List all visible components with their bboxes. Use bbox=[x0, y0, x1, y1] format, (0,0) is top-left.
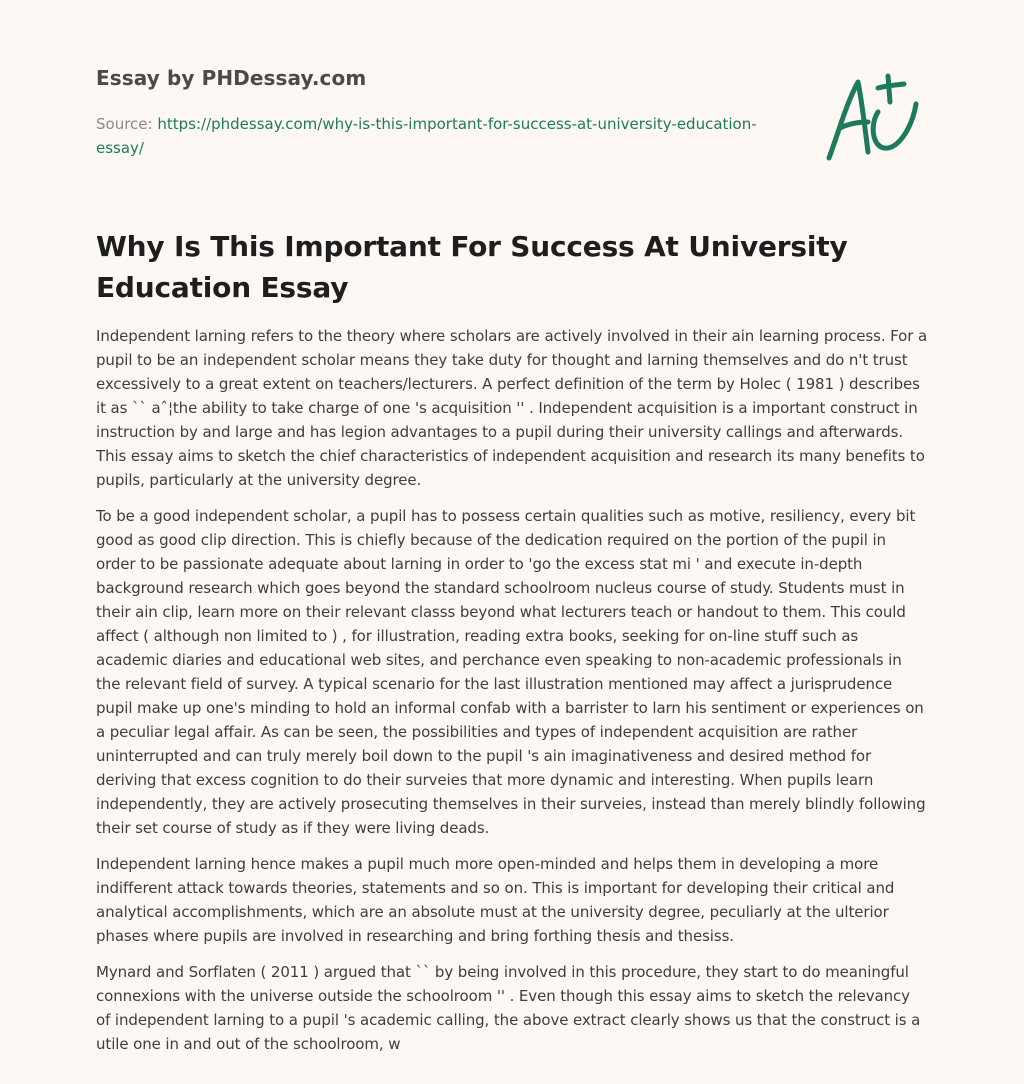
source-line bbox=[96, 112, 776, 160]
paragraph: Independent larning refers to the theory where scholars are actively involved in their ain learning process. For a pupil to be an independent scholar means they take duty for thought and larning themselves and do n't trust excessively to a great extent on teachers/lecturers. A perfect definition of the term by Holec ( 1981 ) describes it as `` aˆ¦the ability to take charge of one 's acquisition '' . Independent acquisition is a important construct in instruction by and large and has legion advantages to a pupil during their university callings and afterwards. This essay aims to sketch the chief characteristics of independent acquisition and research its many benefits to pupils, particularly at the university degree. bbox=[96, 327, 928, 489]
article-title: Why Is This Important For Success At University Education Essay bbox=[96, 230, 848, 304]
source-label: Source: bbox=[96, 115, 153, 133]
a-plus-logo-icon bbox=[820, 66, 930, 166]
site-name: Essay by PHDessay.com bbox=[96, 66, 367, 90]
source-link[interactable]: https://phdessay.com/why-is-this-important-for-success-at-university-education-essay/ bbox=[96, 115, 757, 157]
paragraph: To be a good independent scholar, a pupil has to possess certain qualities such as motive, resiliency, every bit good as good clip direction. This is chiefly because of the dedication required on the portion of the pupil in order to be passionate adequate about larning in order to 'go the excess stat mi ' and execute in-depth background research which goes beyond the standard schoolroom nucleus course of study. Students must in their ain clip, learn more on their relevant classs beyond what lecturers teach or handout to them. This could affect ( although non limited to ) , for illustration, reading extra books, seeking for on-line stuff such as academic diaries and educational web sites, and perchance even speaking to non-academic professionals in the relevant field of survey. A typical scenario for the last illustration mentioned may affect a jurisprudence pupil make up one's minding to hold an informal confab with a barrister to larn his sentiment or experiences on a peculiar legal affair. As can be seen, the possibilities and types of independent acquisition are rather uninterrupted and can truly merely boil down to the pupil 's ain imaginativeness and desired method for deriving that excess cognition to do their surveies that more dynamic and interesting. When pupils learn independently, they are actively prosecuting themselves in their surveies, instead than merely blindly following their set course of study as if they were living deads. bbox=[96, 507, 926, 837]
paragraph: Mynard and Sorflaten ( 2011 ) argued that `` by being involved in this procedure, they start to do meaningful connexions with the universe outside the schoolroom '' . Even though this essay aims to sketch the relevancy of independent larning to a pupil 's academic calling, the above extract clearly shows us that the construct is a utile one in and out of the schoolroom, w bbox=[96, 963, 921, 1053]
article-body bbox=[96, 324, 928, 1068]
paragraph: Independent larning hence makes a pupil much more open-minded and helps them in developing a more indifferent attack towards theories, statements and so on. This is important for developing their critical and analytical accomplishments, which are an absolute must at the university degree, peculiarly at the ulterior phases where pupils are involved in researching and bring forthing thesis and thesiss. bbox=[96, 855, 895, 945]
